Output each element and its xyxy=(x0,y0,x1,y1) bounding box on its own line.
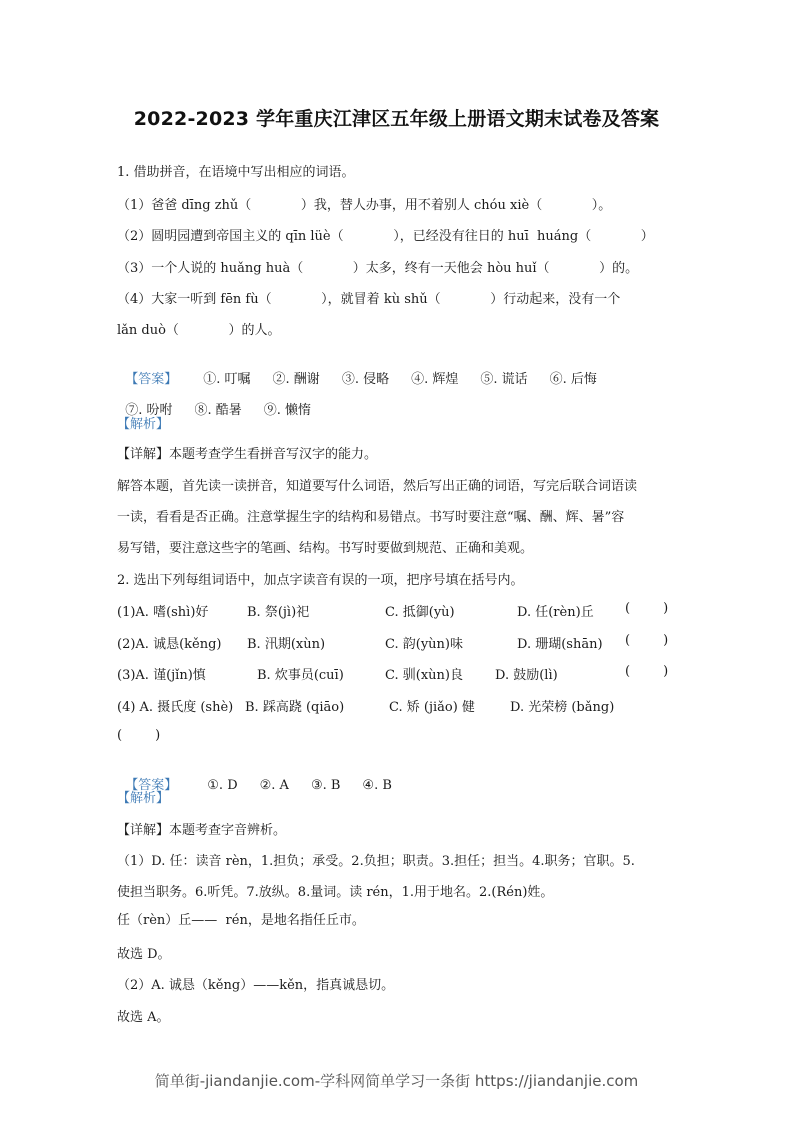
option-b: B. 炊事员(cuī) xyxy=(257,668,344,683)
answer-item: ⑧. 酷暑 xyxy=(194,403,242,418)
q2-analysis-label: 【解析】 xyxy=(117,791,170,806)
answer-item: ③. 侵略 xyxy=(341,372,390,387)
q1-line-3: （3）一个人说的 huǎng huà（ ）太多，终有一天他会 hòu huǐ（ ）的。 xyxy=(117,261,639,276)
option-b: B. 汛期(xùn) xyxy=(247,637,326,652)
q1-line-1: （1）爸爸 dīng zhǔ（ ）我，替人办事，用不着别人 chóu xiè（ ）。 xyxy=(117,198,612,213)
q1-detail: 【详解】本题考查学生看拼音写汉字的能力。 xyxy=(117,447,378,462)
option-c: C. 韵(yùn)味 xyxy=(385,637,463,652)
q1-stem: 1. 借助拼音，在语境中写出相应的词语。 xyxy=(117,165,355,180)
option-c: C. 矫 (jiǎo) 健 xyxy=(389,700,475,715)
q2-trailing-blank: ( ) xyxy=(117,728,161,743)
q2-stem: 2. 选出下列每组词语中，加点字读音有误的一项，把序号填在括号内。 xyxy=(117,573,524,588)
option-a: (2)A. 诚恳(kěng) xyxy=(117,637,222,652)
q1-line-5: lǎn duò（ ）的人。 xyxy=(117,323,281,338)
option-d: D. 鼓励(lì) xyxy=(495,668,558,683)
q2-explain-4: 故选 D。 xyxy=(117,947,171,962)
option-b: B. 踩高跷 (qiāo) xyxy=(245,700,345,715)
q2-detail: 【详解】本题考查字音辨析。 xyxy=(117,823,287,838)
option-d: D. 光荣榜 (bǎng) xyxy=(510,700,615,715)
answer-item: ⑤. 谎话 xyxy=(480,372,528,387)
option-d: D. 任(rèn)丘 xyxy=(517,605,594,620)
answer-label: 【答案】 xyxy=(125,778,178,793)
answer-item: ⑥. 后悔 xyxy=(549,372,597,387)
answer-item: ①. 叮嘱 xyxy=(203,372,251,387)
footer-watermark: 简单街-jiandanjie.com-学科网简单学习一条街 https://jiandanjie.com xyxy=(154,1072,639,1090)
q1-analysis-label: 【解析】 xyxy=(117,417,170,432)
option-a: (4) A. 摄氏度 (shè) xyxy=(117,700,234,715)
q1-explain-3: 易写错，要注意这些字的笔画、结构。书写时要做到规范、正确和美观。 xyxy=(117,541,534,556)
option-a: (1)A. 嗜(shì)好 xyxy=(117,605,209,620)
answer-blank: ( ) xyxy=(625,664,669,679)
option-b: B. 祭(jì)祀 xyxy=(247,605,310,620)
q2-explain-3: 任（rèn）丘—— rén，是地名指任丘市。 xyxy=(117,913,365,928)
option-a: (3)A. 谨(jǐn)慎 xyxy=(117,668,206,683)
q1-explain-1: 解答本题，首先读一读拼音，知道要写什么词语，然后写出正确的词语，写完后联合词语读 xyxy=(117,479,638,494)
option-c: C. 抵御(yù) xyxy=(385,605,455,620)
q2-explain-1: （1）D. 任：读音 rèn，1.担负；承受。2.负担；职责。3.担任；担当。4.职务；官职。5. xyxy=(117,854,635,869)
answer-label: 【答案】 xyxy=(125,372,178,387)
option-c: C. 驯(xùn)良 xyxy=(385,668,463,683)
answer-item: ②. 酬谢 xyxy=(272,372,320,387)
page-title: 2022-2023 学年重庆江津区五年级上册语文期末试卷及答案 xyxy=(133,108,660,130)
option-d: D. 珊瑚(shān) xyxy=(517,637,603,652)
answer-item: ⑨. 懒惰 xyxy=(263,403,312,418)
answer-item: ⑦. 吩咐 xyxy=(125,403,173,418)
answer-blank: ( ) xyxy=(625,601,669,616)
q2-explain-6: 故选 A。 xyxy=(117,1010,170,1025)
q2-explain-5: （2）A. 诚恳（kěng）——kěn，指真诚恳切。 xyxy=(117,978,395,993)
answer-item: ①. D xyxy=(207,778,238,793)
answer-item: ③. B xyxy=(310,778,341,793)
q1-answer-row-2 xyxy=(117,384,333,420)
q1-explain-2: 一读，看看是否正确。注意掌握生字的结构和易错点。书写时要注意“嘱、酬、辉、暑”容 xyxy=(117,510,625,525)
q1-line-2: （2）圆明园遭到帝国主义的 qīn lüè（ ），已经没有往日的 huī huáng（ ） xyxy=(117,229,654,244)
answer-item: ②. A xyxy=(259,778,289,793)
answer-item: ④. 辉煌 xyxy=(411,372,459,387)
q1-line-4: （4）大家一听到 fēn fù（ ），就冒着 kù shǔ（ ）行动起来，没有一个 xyxy=(117,292,621,307)
answer-item: ④. B xyxy=(362,778,392,793)
answer-blank: ( ) xyxy=(625,633,669,648)
q2-explain-2: 使担当职务。6.听凭。7.放纵。8.量词。读 rén，1.用于地名。2.(Rén)姓。 xyxy=(117,885,554,900)
